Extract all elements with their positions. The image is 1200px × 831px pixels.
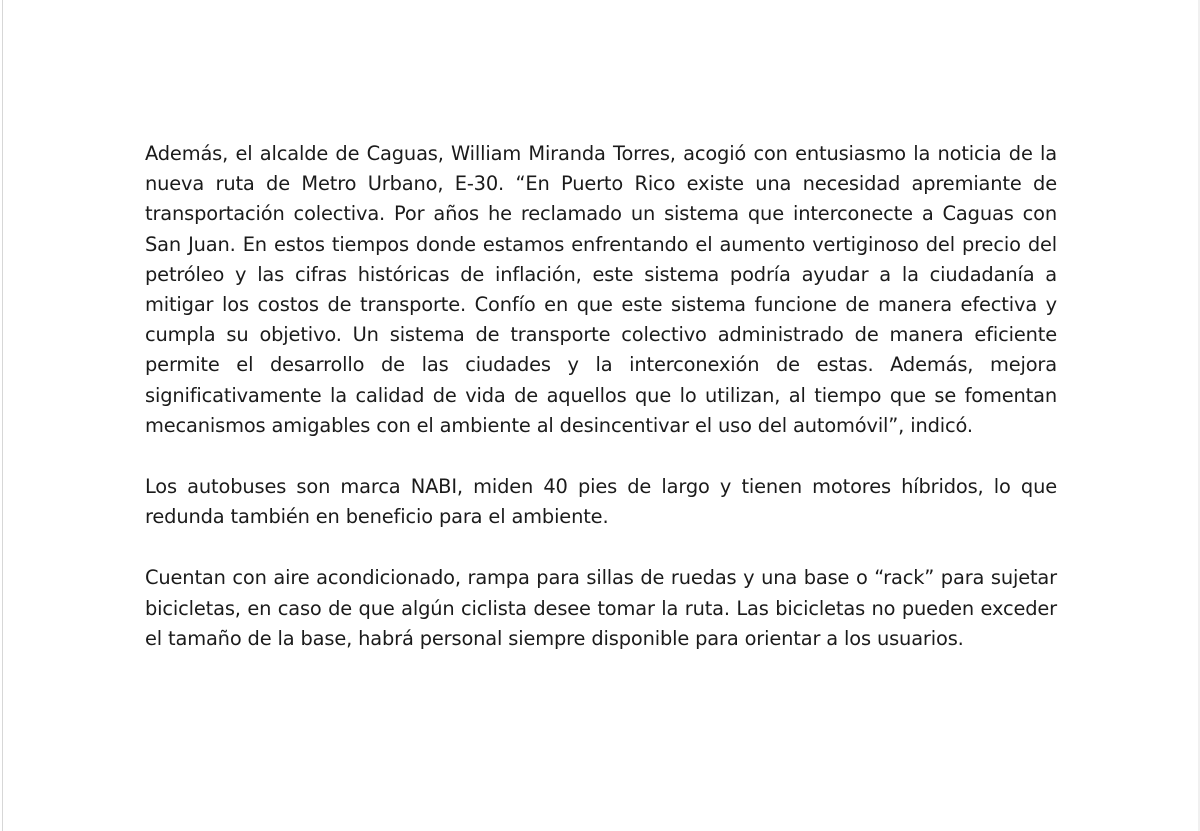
paragraph-bus-specs: Los autobuses son marca NABI, miden 40 pies de largo y tienen motores híbridos, lo que redunda también en beneficio para el ambiente. bbox=[145, 475, 1057, 529]
paragraph-mayor-quote: Además, el alcalde de Caguas, William Miranda Torres, acogió con entusiasmo la noticia de la nueva ruta de Metro Urbano, E-30. “En Puerto Rico existe una necesidad apremiante de transportación colectiva. Por años he reclamado un sistema que interconecte a Caguas con San Juan. En estos tiempos donde estamos enfrentando el aumento vertiginoso del precio del petróleo y las cifras históricas de inflación, este sistema podría ayudar a la ciudadanía a mitigar los costos de transporte. Confío en que este sistema funcione de manera efectiva y cumpla su objetivo. Un sistema de transporte colectivo administrado de manera eficiente permite el desarrollo de las ciudades y la interconexión de estas. Además, mejora significativamente la calidad de vida de aquellos que lo utilizan, al tiempo que se fomentan mecanismos amigables con el ambiente al desincentivar el uso del automóvil”, indicó. bbox=[145, 142, 1057, 437]
paragraph-bus-amenities: Cuentan con aire acondicionado, rampa para sillas de ruedas y una base o “rack” para sujetar bicicletas, en caso de que algún ciclista desee tomar la ruta. Las bicicletas no pueden exceder el tamaño de la base, habrá personal siempre disponible para orientar a los usuarios. bbox=[145, 566, 1057, 650]
document-body bbox=[145, 139, 1057, 685]
page-left-border bbox=[2, 0, 3, 831]
